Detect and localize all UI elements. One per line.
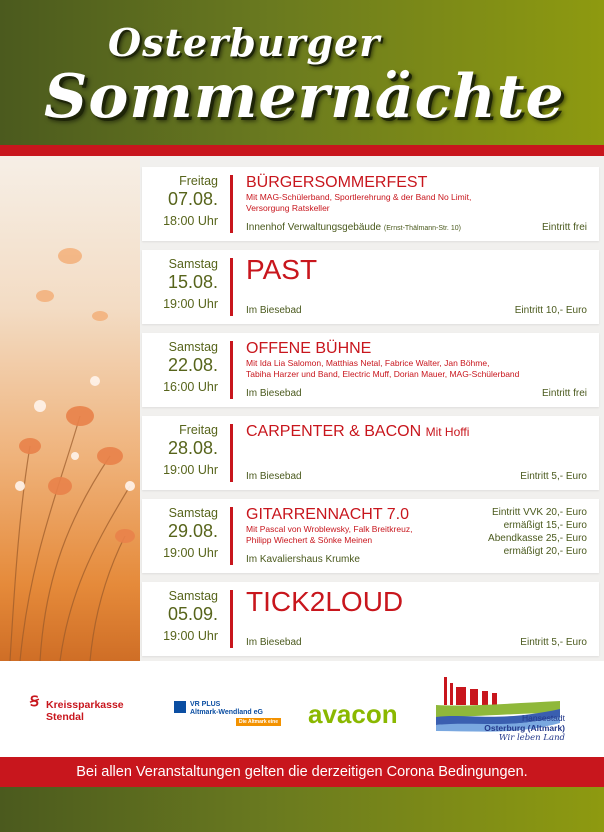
event-time: 19:00 Uhr — [163, 297, 218, 311]
sparkasse-logo-icon: Ꞩ — [30, 693, 39, 709]
event-desc-line: Mit MAG-Schülerband, Sportlerehrung & der Band No Limit, — [246, 192, 472, 202]
event-card — [142, 250, 599, 324]
event-divider — [230, 424, 233, 482]
vr-region: Altmark-Wendland eG — [190, 709, 263, 716]
osterburg-text — [470, 713, 565, 743]
event-weekday: Freitag — [179, 423, 218, 437]
vr-name: VR PLUS — [190, 701, 221, 708]
event-card — [142, 333, 599, 407]
sponsors-strip — [0, 661, 604, 757]
event-desc-line: Mit Ida Lia Salomon, Matthias Netal, Fabrice Walter, Jan Böhme, — [246, 358, 490, 368]
event-date: 05.09. — [167, 604, 218, 624]
event-date-column — [142, 250, 224, 324]
event-title-main: CARPENTER & BACON — [246, 423, 422, 440]
event-date: 28.08. — [167, 438, 218, 458]
sparkasse-name: Kreissparkasse — [46, 699, 124, 711]
event-price: Eintritt 5,- Euro — [520, 471, 587, 482]
event-title: OFFENE BÜHNE — [246, 340, 372, 357]
vr-logo-icon — [174, 701, 186, 713]
event-price-line: Abendkasse 25,- Euro — [488, 533, 587, 544]
event-time: 19:00 Uhr — [163, 463, 218, 477]
flower-photo — [0, 156, 140, 661]
event-desc-line: Versorgung Ratskeller — [246, 203, 330, 213]
event-card — [142, 167, 599, 241]
event-divider — [230, 341, 233, 399]
event-price: Eintritt 10,- Euro — [514, 305, 587, 316]
event-date: 15.08. — [167, 272, 218, 292]
event-description — [246, 524, 412, 546]
event-price-line: ermäßigt 15,- Euro — [503, 520, 587, 531]
event-title — [246, 423, 469, 441]
event-weekday: Samstag — [168, 506, 218, 520]
event-weekday: Freitag — [179, 174, 218, 188]
events-list — [140, 156, 604, 661]
vr-tagline: Die Altmark eine — [236, 718, 281, 726]
event-date-column — [142, 416, 224, 490]
event-subtitle: Mit Hoffi — [425, 425, 470, 439]
sponsor-avacon: avacon — [308, 699, 398, 729]
event-desc-line: Tabiha Harzer und Band, Electric Muff, Dorian Mauer, MAG-Schülerband — [246, 369, 520, 379]
event-time: 18:00 Uhr — [163, 214, 218, 228]
flower-image-icon — [0, 156, 140, 661]
event-price: Eintritt frei — [541, 388, 587, 399]
event-title: BÜRGERSOMMERFEST — [246, 174, 428, 191]
event-divider — [230, 590, 233, 648]
event-price: Eintritt frei — [541, 222, 587, 233]
event-date-column — [142, 333, 224, 407]
event-card — [142, 416, 599, 490]
event-venue — [246, 222, 461, 233]
event-price: Eintritt 5,- Euro — [520, 637, 587, 648]
event-date: 07.08. — [167, 189, 218, 209]
event-venue-name: Innenhof Verwaltungsgebäude — [246, 222, 382, 233]
event-date-column — [142, 499, 224, 573]
event-date: 22.08. — [167, 355, 218, 375]
event-title: PAST — [246, 254, 318, 285]
event-card — [142, 499, 599, 573]
event-date-column — [142, 582, 224, 656]
event-divider — [230, 507, 233, 565]
city-slogan: Wir leben Land — [498, 733, 565, 743]
sponsor-vr-plus — [176, 701, 281, 726]
event-date-column — [142, 167, 224, 241]
city-prefix: Hansestadt — [522, 713, 565, 723]
sponsor-sparkasse — [30, 693, 124, 723]
event-price-list — [488, 506, 587, 558]
event-venue: Im Kavaliershaus Krumke — [246, 554, 360, 565]
title-sommernaechte: Sommernächte — [44, 62, 565, 132]
city-name: Osterburg (Altmark) — [484, 723, 565, 733]
event-venue-note: (Ernst-Thälmann-Str. 10) — [383, 225, 461, 232]
event-venue: Im Biesebad — [246, 471, 302, 482]
event-title: GITARRENNACHT 7.0 — [246, 506, 409, 523]
event-description — [246, 358, 519, 380]
event-venue: Im Biesebad — [246, 637, 302, 648]
event-weekday: Samstag — [168, 589, 218, 603]
event-desc-line: Philipp Wiechert & Sönke Meinen — [246, 535, 373, 545]
sparkasse-city: Stendal — [46, 711, 84, 723]
red-divider-top — [0, 145, 604, 156]
event-desc-line: Mit Pascal von Wroblewsky, Falk Breitkreuz, — [246, 524, 413, 534]
footer-bar — [0, 787, 604, 832]
event-time: 16:00 Uhr — [163, 380, 218, 394]
event-time: 19:00 Uhr — [163, 546, 218, 560]
corona-notice: Bei allen Veranstaltungen gelten die derzeitigen Corona Bedingungen. — [0, 757, 604, 787]
event-description — [246, 192, 471, 214]
event-venue: Im Biesebad — [246, 388, 302, 399]
event-weekday: Samstag — [168, 257, 218, 271]
event-title: TICK2LOUD — [246, 586, 404, 617]
event-weekday: Samstag — [168, 340, 218, 354]
event-divider — [230, 258, 233, 316]
event-price-line: ermäßigt 20,- Euro — [503, 546, 587, 557]
event-date: 29.08. — [167, 521, 218, 541]
event-price-line: Eintritt VVK 20,- Euro — [491, 507, 587, 518]
title-osterburger: Osterburger — [108, 20, 381, 65]
event-divider — [230, 175, 233, 233]
event-card — [142, 582, 599, 656]
event-venue: Im Biesebad — [246, 305, 302, 316]
event-time: 19:00 Uhr — [163, 629, 218, 643]
header-banner — [0, 0, 604, 148]
